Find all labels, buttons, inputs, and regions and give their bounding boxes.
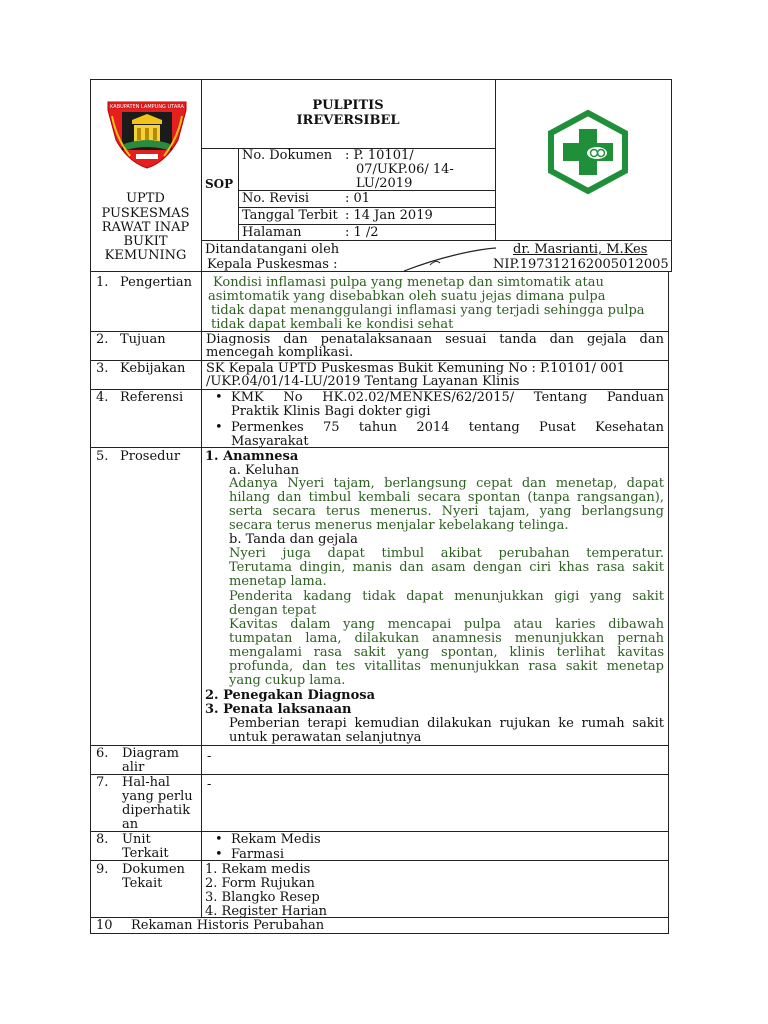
row-label: Rekaman Historis Perubahan [131, 918, 325, 933]
prosedur-line: Terutama dingin, manis dan asam dengan ciri khas rasa sakit [229, 560, 664, 575]
prosedur-line: tumpatan lama, dilakukan anamnesis menunjukkan pernah [229, 631, 664, 646]
row-label: Tujuan [120, 332, 166, 347]
row-number: 5. [96, 449, 109, 464]
prosedur-heading: 3. Penata laksanaan [205, 702, 352, 717]
signer-nip: NIP.197312162005012005 [493, 257, 669, 272]
prosedur-line: dengan tepat [229, 603, 317, 618]
signer-name: dr. Masrianti, M.Kes [513, 242, 648, 257]
row-label: Unit [122, 832, 151, 847]
row-label: Kebijakan [120, 361, 186, 376]
meta-value: 07/UKP.06/ 14- [356, 162, 454, 177]
dokumen-item: 4. Register Harian [205, 904, 328, 919]
document-title-line: IREVERSIBEL [296, 113, 400, 128]
pengertian-line: Kondisi inflamasi pulpa yang menetap dan simtomatik atau [213, 275, 604, 290]
row-value: - [207, 777, 212, 792]
row-number: 6. [96, 746, 109, 761]
row-label: Pengertian [120, 275, 192, 290]
kebijakan-line: /UKP.04/01/14-LU/2019 Tentang Layanan Klinis [206, 374, 520, 389]
tujuan-line: Diagnosis dan penatalaksanaan sesuai tanda dan gejala dan [206, 332, 664, 347]
prosedur-line: serta secara terus menerus. Nyeri tajam, yang berlangsung [229, 504, 664, 519]
prosedur-line: Penderita kadang tidak dapat menunjukkan gigi yang sakit [229, 589, 664, 604]
row-label: yang perlu [122, 789, 193, 804]
prosedur-line: mengalami rasa sakit yang spontan, klinis terlihat kavitas [229, 645, 664, 660]
meta-value: : 01 [345, 191, 371, 206]
meta-label: Tanggal Terbit [242, 208, 338, 223]
logo-text: KABUPATEN LAMPUNG UTARA [110, 104, 184, 110]
puskesmas-logo [545, 109, 631, 195]
regency-emblem-logo [106, 98, 188, 170]
row-label: Prosedur [120, 449, 181, 464]
row-number: 1. [96, 275, 109, 290]
unit-item: • Farmasi [231, 848, 284, 863]
row-label: Tekait [122, 876, 163, 891]
meta-value: LU/2019 [356, 176, 413, 191]
sop-label: SOP [205, 177, 234, 191]
row-label: Diagram [122, 746, 179, 761]
dokumen-item: 3. Blangko Resep [205, 890, 320, 905]
row-number: 10 [96, 918, 113, 933]
row-label: an [122, 817, 139, 832]
pengertian-line: tidak dapat kembali ke kondisi sehat [211, 317, 454, 332]
prosedur-line: profunda, dan tes vitallitas menunjukkan rasa sakit menetap [229, 659, 664, 674]
org-line: RAWAT INAP [101, 220, 190, 235]
document-title-line: PULPITIS [312, 98, 384, 113]
row-number: 3. [96, 361, 109, 376]
referensi-item: • KMK No HK.02.02/MENKES/62/2015/ Tentang Panduan [231, 391, 664, 406]
meta-value: : 1 /2 [345, 225, 379, 240]
referensi-item-cont: Masyarakat [231, 434, 309, 449]
org-line: BUKIT [123, 234, 168, 249]
row-number: 4. [96, 390, 109, 405]
row-number: 8. [96, 832, 109, 847]
prosedur-line: untuk perawatan selanjutnya [229, 730, 422, 745]
meta-label: Halaman [242, 225, 302, 240]
org-line: KEMUNING [104, 248, 187, 263]
tujuan-line: mencegah komplikasi. [206, 345, 354, 360]
prosedur-line: Kavitas dalam yang mencapai pulpa atau karies dibawah [229, 617, 664, 632]
row-number: 2. [96, 332, 109, 347]
row-label: alir [122, 760, 145, 775]
meta-label: No. Dokumen [242, 148, 333, 163]
row-number: 7. [96, 775, 109, 790]
pengertian-line: tidak dapat menanggulangi inflamasi yang terjadi sehingga pulpa [211, 303, 645, 318]
referensi-item: • Permenkes 75 tahun 2014 tentang Pusat Kesehatan [231, 421, 664, 436]
row-number: 9. [96, 862, 109, 877]
prosedur-line: Pemberian terapi kemudian dilakukan rujukan ke rumah sakit [229, 716, 664, 731]
org-line: UPTD [126, 191, 165, 206]
prosedur-line: secara terus menerus menjalar kebelakang telinga. [229, 518, 569, 533]
kebijakan-line: SK Kepala UPTD Puskesmas Bukit Kemuning No : P.10101/ 001 [206, 361, 625, 376]
row-value: - [207, 749, 212, 764]
row-label: Hal-hal [122, 775, 170, 790]
unit-item: • Rekam Medis [231, 833, 321, 848]
signature-scribble [400, 245, 500, 275]
prosedur-heading: 1. Anamnesa [205, 449, 299, 464]
prosedur-line: yang cukup lama. [229, 673, 346, 688]
prosedur-line: hilang dan timbul kembali secara spontan (tanpa rangsangan), [229, 490, 664, 505]
referensi-item-cont: Praktik Klinis Bagi dokter gigi [231, 404, 431, 419]
prosedur-subheading: b. Tanda dan gejala [229, 532, 358, 547]
signed-by-label: Kepala Puskesmas : [207, 257, 338, 272]
prosedur-line: menetap lama. [229, 574, 327, 589]
meta-value: : P. 10101/ [345, 148, 414, 163]
prosedur-line: Adanya Nyeri tajam, berlangsung cepat dan menetap, dapat [229, 476, 664, 491]
dokumen-item: 2. Form Rujukan [205, 876, 315, 891]
org-line: PUSKESMAS [101, 206, 190, 221]
signed-by-label: Ditandatangani oleh [205, 242, 340, 257]
row-label: diperhatik [122, 803, 191, 818]
row-label: Referensi [120, 390, 184, 405]
row-label: Dokumen [122, 862, 185, 877]
row-label: Terkait [122, 846, 169, 861]
prosedur-heading: 2. Penegakan Diagnosa [205, 688, 376, 703]
pengertian-line: asimtomatik yang disebabkan oleh suatu jejas dimana pulpa [208, 289, 606, 304]
dokumen-item: 1. Rekam medis [205, 862, 311, 877]
prosedur-subheading: a. Keluhan [229, 463, 300, 478]
meta-label: No. Revisi [242, 191, 310, 206]
prosedur-line: Nyeri juga dapat timbul akibat perubahan temperatur. [229, 546, 664, 561]
meta-value: : 14 Jan 2019 [345, 208, 433, 223]
